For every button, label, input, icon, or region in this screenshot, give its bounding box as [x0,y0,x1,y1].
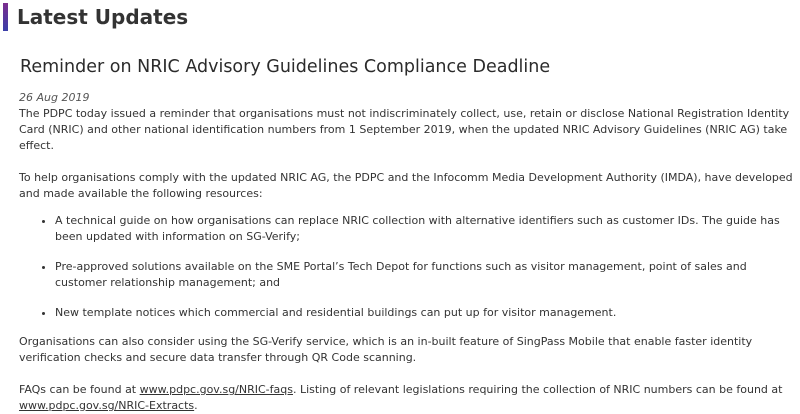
list-item: • New template notices which commercial and residential buildings can put up for visitor management. [55,305,797,321]
section-title: Latest Updates [17,5,189,29]
faq-prefix: FAQs can be found at [19,383,140,396]
article-date: 26 Aug 2019 [19,91,90,104]
faq-suffix: . [194,399,198,412]
resources-list [19,213,797,321]
article-title: Reminder on NRIC Advisory Guidelines Compliance Deadline [20,57,551,77]
article-intro: The PDPC today issued a reminder that organisations must not indiscriminately collect, use, retain or disclose National Registration Identity Card (NRIC) and other national identification numbers from 1 September 2019, when the updated NRIC Advisory Guidelines (NRIC AG) take effect. [19,107,790,152]
sgverify-paragraph: Organisations can also consider using the SG-Verify service, which is an in-built feature of SingPass Mobile that enable faster identity verification checks and secure data transfer through QR Code scanning. [19,335,753,364]
list-item: • Pre-approved solutions available on the SME Portal’s Tech Depot for functions such as visitor management, point of sales and customer relationship management; and [55,259,797,291]
section-header [0,2,188,32]
list-item: • A technical guide on how organisations can replace NRIC collection with alternative identifiers such as customer IDs. The guide has been updated with information on SG-Verify; [55,213,797,245]
faq-middle: . Listing of relevant legislations requiring the collection of NRIC numbers can be found at [292,383,783,396]
nric-extracts-link[interactable]: www.pdpc.gov.sg/NRIC-Extracts [19,399,195,412]
article-body [19,90,797,414]
faq-paragraph [19,382,797,414]
section-accent-bar [3,3,8,31]
nric-faqs-link[interactable]: www.pdpc.gov.sg/NRIC-faqs [139,383,293,396]
resources-intro: To help organisations comply with the updated NRIC AG, the PDPC and the Infocomm Media Development Authority (IMDA), have developed and made available the following resources: [19,171,793,200]
